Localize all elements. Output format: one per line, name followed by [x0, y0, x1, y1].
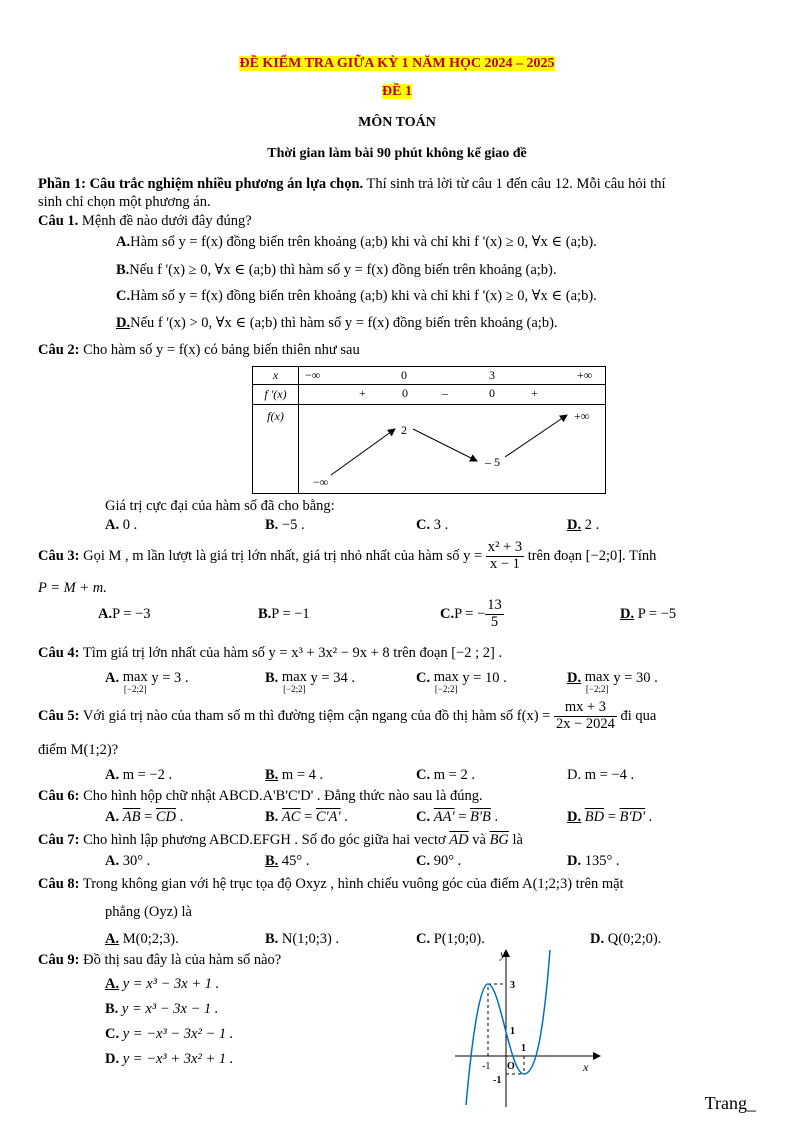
q4-stem: Câu 4: Tìm giá trị lớn nhất của hàm số y = x³ + 3x² − 9x + 8 trên đoạn [−2 ; 2] .: [38, 645, 503, 661]
cubic-curve: [466, 950, 550, 1105]
q6-option-d[interactable]: D. $\overline{BD} = B'D'$ .: [567, 809, 653, 825]
q6-option-b[interactable]: B. $\overline{AC} = C'A'$ .: [265, 809, 348, 825]
q2-ask: Giá trị cực đại của hàm số đã cho bằng:: [105, 498, 335, 514]
vt-header-f: f(x): [253, 405, 299, 494]
vt-f-minus-inf: −∞: [313, 475, 329, 489]
exam-title: ĐỀ KIỂM TRA GIỮA KỲ 1 NĂM HỌC 2024 – 2025: [239, 56, 555, 71]
x-label: x: [583, 1060, 589, 1074]
q4-option-b[interactable]: B. max [−2;2] y = 34 .: [265, 669, 355, 694]
q4-option-a[interactable]: A. max [−2;2] y = 3 .: [105, 669, 189, 694]
tick-y-3: 3: [510, 980, 515, 991]
q8-stem: Câu 8: Trong không gian với hệ trục tọa độ Oxyz , hình chiếu vuông góc của điểm A(1;2;3) trên mặt: [38, 876, 624, 892]
q9-option-d[interactable]: D. y = −x³ + 3x² + 1 .: [105, 1051, 234, 1067]
subject: MÔN TOÁN: [358, 115, 436, 130]
vt-sign-4: 0: [489, 386, 495, 400]
q1-option-d[interactable]: D.Nếu f '(x) > 0, ∀x ∈ (a;b) thì hàm số y = f(x) đồng biến trên khoảng (a;b).: [116, 315, 558, 331]
vt-x-3: 3: [489, 368, 495, 382]
q9-option-a[interactable]: A. y = x³ − 3x + 1 .: [105, 976, 220, 992]
q5-option-c[interactable]: C. m = 2 .: [416, 767, 475, 783]
tick-x-minus1: -1: [482, 1061, 491, 1072]
q8-option-c[interactable]: C. P(1;0;0).: [416, 931, 485, 947]
q8-option-a[interactable]: A. M(0;2;3).: [105, 931, 179, 947]
q9-option-b[interactable]: B. y = x³ − 3x − 1 .: [105, 1001, 219, 1017]
origin-label: O: [507, 1061, 515, 1072]
part1-intro-2: sinh chỉ chọn một phương án.: [38, 194, 211, 210]
q2-option-c[interactable]: C. 3 .: [416, 517, 449, 533]
q8-stem-2: phẳng (Oyz) là: [105, 904, 192, 920]
vt-arrow-down: [413, 429, 477, 461]
q6-option-c[interactable]: C. AA' = B'B .: [416, 809, 499, 825]
q4-option-d[interactable]: D. max [−2;2] y = 30 .: [567, 669, 658, 694]
vt-f-2: 2: [401, 423, 407, 437]
q3-fraction: $\frac{\text{x² + 3}}{x - 1}$: [487, 539, 523, 572]
q2-option-b[interactable]: B. −5 .: [265, 517, 305, 533]
part1-intro: Phần 1: Câu trắc nghiệm nhiều phương án lựa chọn. Thí sinh trả lời từ câu 1 đến câu 12. Mỗi câu hỏi thí: [38, 176, 666, 192]
tick-x-1: 1: [521, 1043, 526, 1054]
vt-header-fprime: f '(x): [253, 385, 299, 405]
q4-option-c[interactable]: C. max [−2;2] y = 10 .: [416, 669, 507, 694]
q9-option-c[interactable]: C. y = −x³ − 3x² − 1 .: [105, 1026, 234, 1042]
vt-arrow-up-2: [505, 415, 567, 457]
q7-option-d[interactable]: D. 135° .: [567, 853, 620, 869]
q5-option-a[interactable]: A. m = −2 .: [105, 767, 173, 783]
q9-graph: [455, 945, 605, 1110]
q5-stem-2: điểm M(1;2)?: [38, 742, 119, 758]
q6-option-a[interactable]: A. $\overline{AB} = \overline{CD}$ .: [105, 809, 184, 825]
q5-fraction: $\frac{mx + 3}{2x - 2024}$: [555, 699, 615, 732]
page-footer: Trang_: [704, 1093, 756, 1113]
vt-header-x: x: [253, 367, 299, 385]
vt-arrows: [299, 405, 606, 493]
vt-x-0: 0: [401, 368, 407, 382]
tick-y-minus1: -1: [493, 1075, 502, 1086]
q2-stem: Câu 2: Cho hàm số y = f(x) có bảng biến thiên như sau: [38, 342, 360, 358]
vt-x-row: [299, 367, 606, 385]
q7-option-a[interactable]: A. 30° .: [105, 853, 151, 869]
q5-option-d[interactable]: D. m = −4 .: [567, 767, 635, 783]
vt-x-plus-inf: +∞: [577, 368, 593, 382]
vt-sign-3: –: [442, 386, 448, 400]
q9-stem: Câu 9: Đồ thị sau đây là của hàm số nào?: [38, 952, 282, 968]
exam-time: Thời gian làm bài 90 phút không kể giao đề: [267, 146, 527, 161]
q6-stem: Câu 6: Cho hình hộp chữ nhật ABCD.A'B'C'D' . Đẳng thức nào sau là đúng.: [38, 788, 483, 804]
vt-f-plus-inf: +∞: [574, 409, 590, 423]
q8-option-d[interactable]: D. Q(0;2;0).: [590, 931, 662, 947]
q3-option-b[interactable]: B.P = −1: [258, 606, 310, 622]
q7-option-b[interactable]: B. 45° .: [265, 853, 310, 869]
q7-option-c[interactable]: C. 90° .: [416, 853, 462, 869]
q1-stem: Câu 1. Mệnh đề nào dưới đây đúng?: [38, 213, 252, 229]
q1-option-a[interactable]: A.Hàm số y = f(x) đồng biến trên khoảng (a;b) khi và chỉ khi f '(x) ≥ 0, ∀x ∈ (a;b).: [116, 234, 597, 250]
exam-code: ĐỀ 1: [382, 84, 412, 99]
q7-stem: Câu 7: Cho hình lập phương ABCD.EFGH . Số đo góc giữa hai vectơ $\overline{AD}$ và $\overline{BG}$ là: [38, 832, 523, 848]
q8-option-b[interactable]: B. N(1;0;3) .: [265, 931, 340, 947]
q3-option-d[interactable]: D. P = −5: [620, 606, 677, 622]
q2-option-a[interactable]: A. 0 .: [105, 517, 138, 533]
q5-stem: Câu 5: Với giá trị nào của tham số m thì đường tiệm cận ngang của đồ thị hàm số f(x) = $\frac{mx + 3}{2x - 2024}$ đi qua: [38, 699, 657, 732]
vt-arrow-up-1: [331, 429, 395, 475]
q3-option-c[interactable]: C.P = − $\frac{13}{5}$: [440, 597, 502, 630]
vt-sign-2: 0: [402, 386, 408, 400]
tick-y-1: 1: [510, 1026, 515, 1037]
q2-option-d[interactable]: D. 2 .: [567, 517, 600, 533]
vt-f-row: [299, 405, 606, 494]
vt-sign-1: +: [359, 386, 366, 400]
q1-option-c[interactable]: C.Hàm số y = f(x) đồng biến trên khoảng (a;b) khi và chỉ khi f '(x) ≥ 0, ∀x ∈ (a;b).: [116, 288, 597, 304]
vt-x-minus-inf: −∞: [305, 368, 321, 382]
q3-stem-2: P = M + m.: [38, 580, 107, 596]
vt-f-minus5: – 5: [485, 455, 500, 469]
q3-stem: Câu 3: Gọi M , m lần lượt là giá trị lớn nhất, giá trị nhỏ nhất của hàm số y = $\frac{\text{x² + 3}}{x - 1}$ trên đoạn [−2;0]. Tính: [38, 539, 657, 572]
q3-option-a[interactable]: A.P = −3: [98, 606, 151, 622]
vt-sign-row: [299, 385, 606, 405]
q1-option-b[interactable]: B.Nếu f '(x) ≥ 0, ∀x ∈ (a;b) thì hàm số y = f(x) đồng biến trên khoảng (a;b).: [116, 262, 557, 278]
vt-sign-5: +: [531, 386, 538, 400]
q5-option-b[interactable]: B. m = 4 .: [265, 767, 324, 783]
y-label: y: [500, 947, 506, 961]
variation-table: [252, 366, 606, 494]
